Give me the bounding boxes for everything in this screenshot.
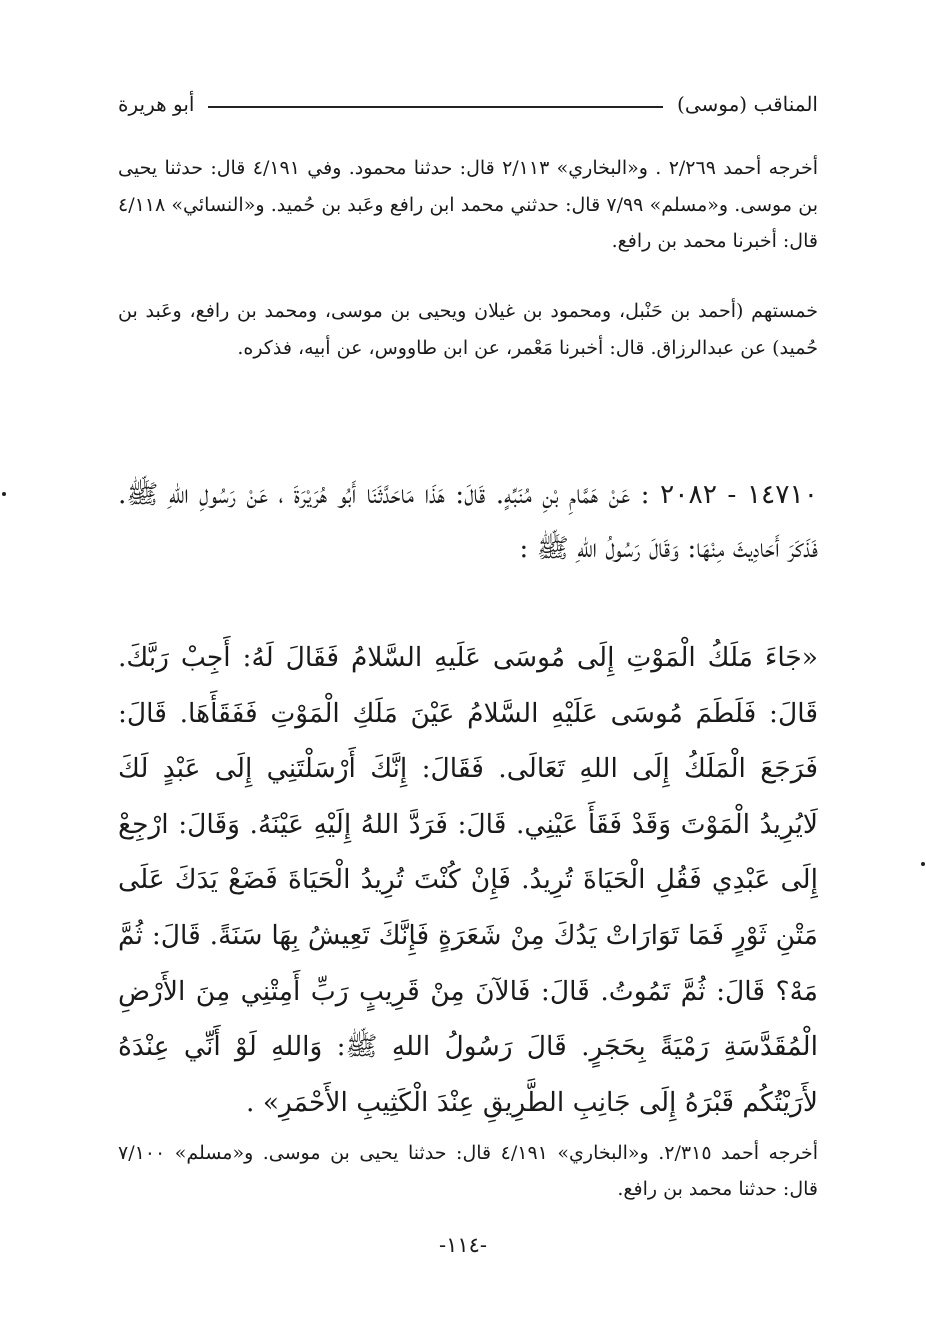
hadith-intro-text: ١٤٧١٠ - ٢٠٨٢ : عَنْ هَمَّامِ بْنِ مُنَبِّهٍ. قَالَ: هَذَا مَاحَدَّثَنَا أَبُو هُرَيْرَةَ ، عَنْ رَسُولِ اللهِ ﷺ. فَذَكَرَ أَحَادِيثَ مِنْهَا: وَقَالَ رَسُولُ اللهِ ﷺ :: [118, 479, 818, 564]
takhrij-note-1: [118, 150, 818, 260]
takhrij-note-2: [118, 293, 818, 366]
running-header: [118, 88, 818, 120]
takhrij-paragraph-3: أخرجه أحمد ٢/٣١٥. و«البخاري» ٤/١٩١ قال: حدثنا يحيى بن موسى. و«مسلم» ٧/١٠٠ قال: حدثنا محمد بن رافع.: [118, 1142, 818, 1200]
hadith-matn: [118, 630, 818, 1130]
takhrij-paragraph-1: أخرجه أحمد ٢/٢٦٩ . و«البخاري» ٢/١١٣ قال: حدثنا محمود. وفي ٤/١٩١ قال: حدثنا يحيى بن موسى. و«مسلم» ٧/٩٩ قال: حدثني محمد ابن رافع وعَبد بن حُميد. و«النسائي» ٤/١١٨ قال: أخبرنا محمد بن رافع.: [118, 157, 819, 252]
hadith-body-text: «جَاءَ مَلَكُ الْمَوْتِ إِلَى مُوسَى عَلَيهِ السَّلامُ فَقَالَ لَهُ: أَجِبْ رَبَّكَ. قَالَ: فَلَطَمَ مُوسَى عَلَيْهِ السَّلامُ عَيْنَ مَلَكِ الْمَوْتِ فَفَقَأَهَا. قَالَ: فَرَجَعَ الْمَلَكُ إِلَى اللهِ تَعَالَى. فَقَالَ: إِنَّكَ أَرْسَلْتَنِي إِلَى عَبْدٍ لَكَ لَايُرِيدُ الْمَوْتَ وَقَدْ فَقَأَ عَيْنِي. قَالَ: فَرَدَّ اللهُ إِلَيْهِ عَيْنَهُ. وَقَالَ: ارْجِعْ إِلَى عَبْدِي فَقُلِ الْحَيَاةَ تُرِيدُ. فَإِنْ كُنْتَ تُرِيدُ الْحَيَاةَ فَضَعْ يَدَكَ عَلَى مَتْنِ ثَوْرٍ فَمَا تَوَارَاتْ يَدُكَ مِنْ شَعَرَةٍ فَإِنَّكَ تَعِيشُ بِهَا سَنَةً. قَالَ: ثُمَّ مَهْ؟ قَالَ: ثُمَّ تَمُوتُ. قَالَ: فَالآنَ مِنْ قَرِيبٍ رَبِّ أَمِتْنِي مِنَ الأَرْضِ الْمُقَدَّسَةِ رَمْيَةً بِحَجَرٍ. قَالَ رَسُولُ اللهِ ﷺ: وَاللهِ لَوْ أَنِّي عِنْدَهُ لأَرَيْتُكُم قَبْرَهُ إِلَى جَانِبِ الطَّرِيقِ عِنْدَ الْكَثِيبِ الأَحْمَرِ» .: [118, 642, 818, 1118]
scan-edge-mark: [2, 492, 6, 496]
takhrij-note-3: [118, 1135, 818, 1207]
page-number: -١١٤-: [438, 1233, 488, 1257]
hadith-isnad: [118, 468, 818, 576]
book-title: أبو هريرة: [118, 92, 195, 116]
scan-edge-mark: [921, 862, 925, 866]
chapter-title: المناقب (موسى): [677, 92, 818, 116]
header-rule: [208, 106, 663, 108]
takhrij-paragraph-2: خمستهم (أحمد بن حَنْبل، ومحمود بن غيلان ويحيى بن موسى، ومحمد بن رافع، وعَبد بن حُميد) عن عبدالرزاق. قال: أخبرنا مَعْمر، عن ابن طاووس، عن أبيه، فذكره.: [118, 300, 818, 359]
